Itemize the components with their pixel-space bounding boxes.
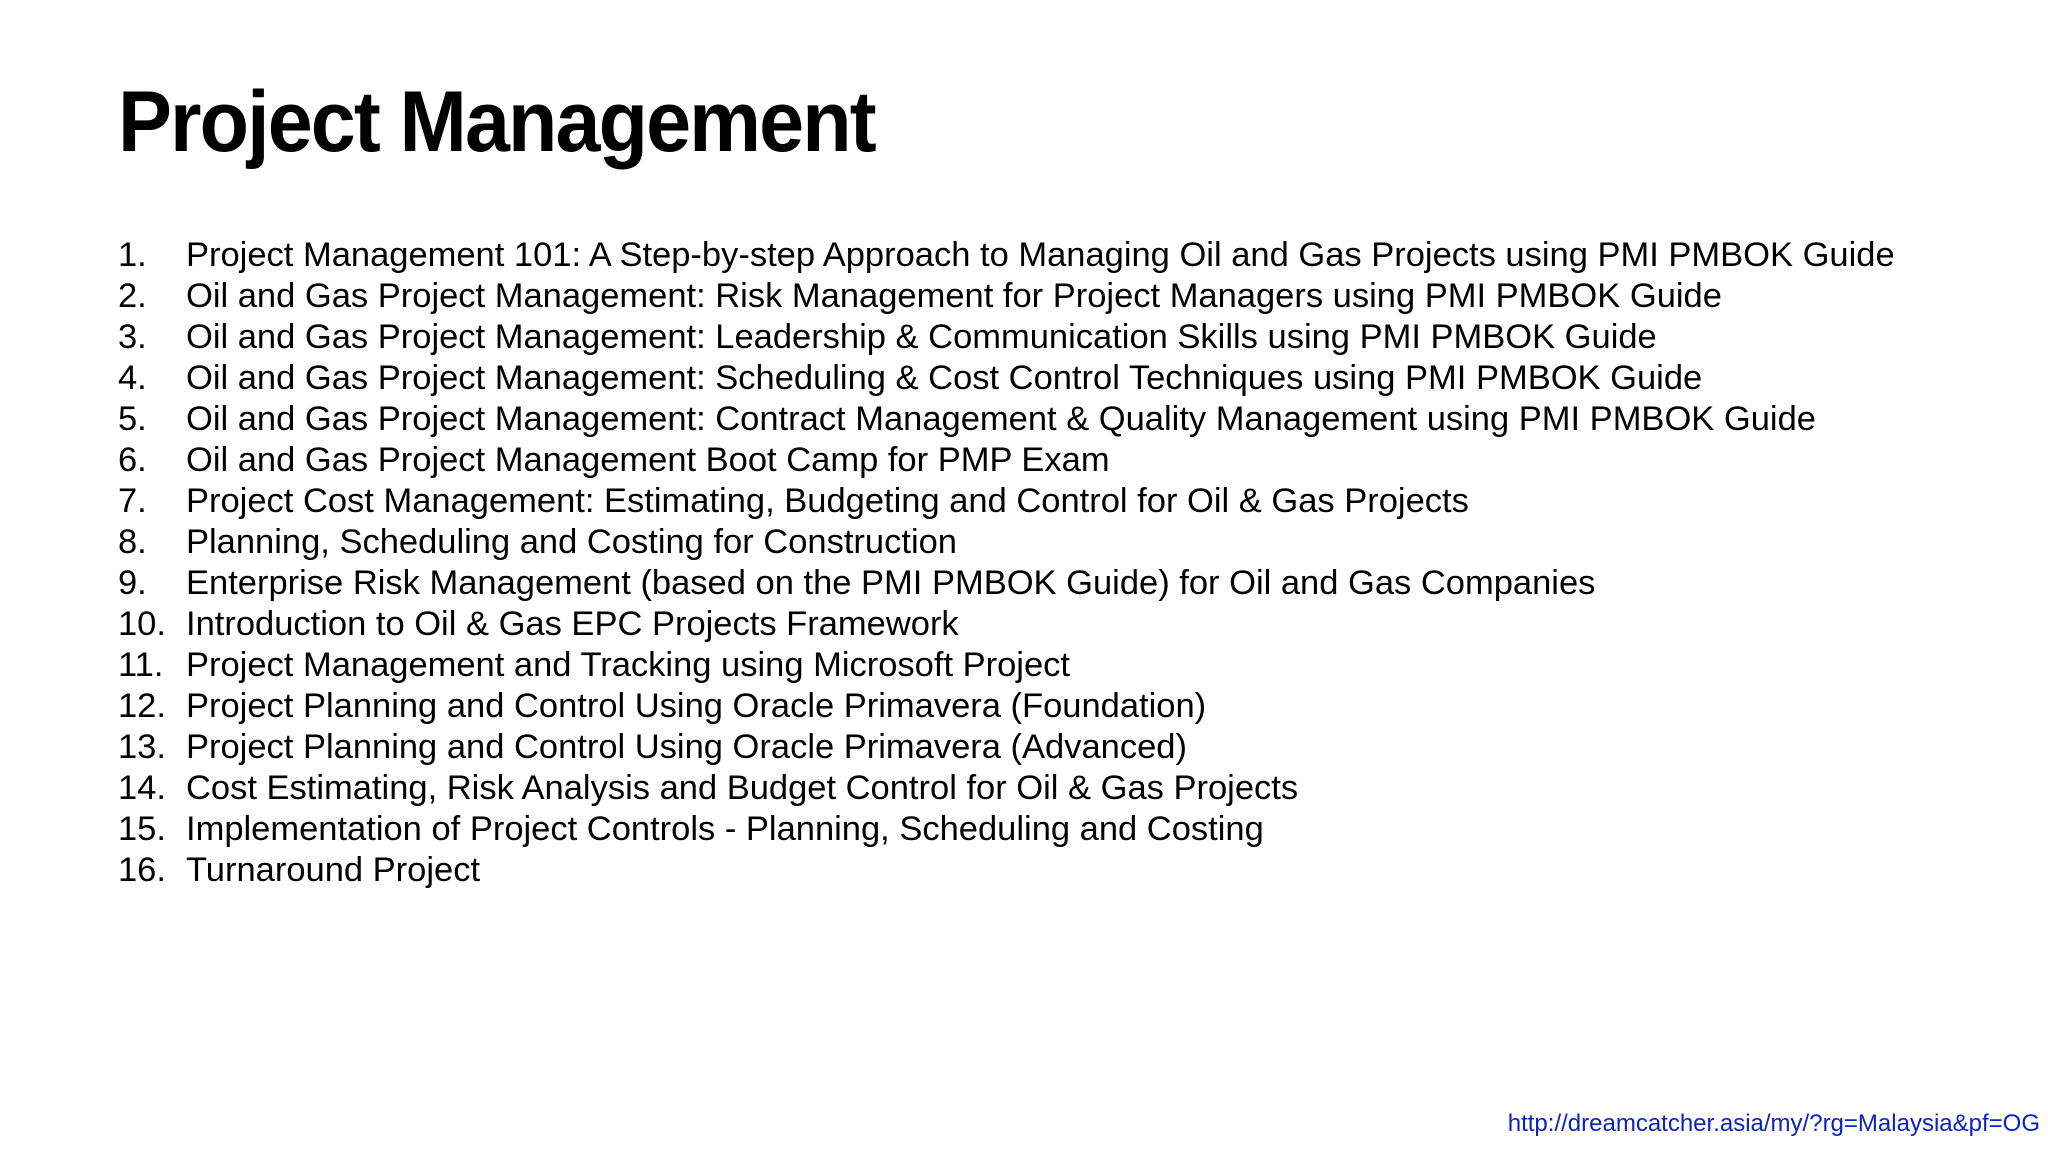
- list-item-text: Oil and Gas Project Management: Risk Management for Project Managers using PMI PMBOK Guide: [186, 277, 1722, 315]
- list-item-text: Cost Estimating, Risk Analysis and Budget Control for Oil & Gas Projects: [186, 769, 1299, 807]
- list-item: [118, 563, 1978, 604]
- list-item-text: Turnaround Project: [186, 851, 481, 889]
- list-item-number: 9.: [118, 564, 147, 602]
- list-item: [118, 440, 1978, 481]
- list-item-number: 7.: [118, 482, 147, 520]
- list-item: [118, 481, 1978, 522]
- list-item: [118, 235, 1978, 276]
- list-item-number: 13.: [118, 728, 166, 766]
- list-item: [118, 809, 1978, 850]
- list-item-text: Oil and Gas Project Management: Contract Management & Quality Management using PMI PMBOK Guide: [186, 400, 1816, 438]
- list-item: [118, 317, 1978, 358]
- list-item: [118, 399, 1978, 440]
- list-item-number: 16.: [118, 851, 166, 889]
- list-item-text: Project Planning and Control Using Oracle Primavera (Advanced): [186, 728, 1187, 766]
- list-item: [118, 768, 1978, 809]
- list-item-number: 11.: [118, 646, 164, 684]
- list-item-number: 3.: [118, 318, 147, 356]
- list-item-text: Implementation of Project Controls - Planning, Scheduling and Costing: [186, 810, 1264, 848]
- list-item-text: Oil and Gas Project Management: Leadership & Communication Skills using PMI PMBOK Guide: [186, 318, 1657, 356]
- list-item-number: 4.: [118, 359, 147, 397]
- list-item: [118, 645, 1978, 686]
- list-item-text: Project Planning and Control Using Oracle Primavera (Foundation): [186, 687, 1207, 725]
- list-item-text: Project Cost Management: Estimating, Budgeting and Control for Oil & Gas Projects: [186, 482, 1469, 520]
- list-item-number: 1.: [118, 236, 147, 274]
- list-item-text: Enterprise Risk Management (based on the PMI PMBOK Guide) for Oil and Gas Companies: [186, 564, 1596, 602]
- list-item-number: 8.: [118, 523, 147, 561]
- list-item: [118, 358, 1978, 399]
- list-item-number: 2.: [118, 277, 147, 315]
- list-item-number: 12.: [118, 687, 166, 725]
- list-item-text: Introduction to Oil & Gas EPC Projects Framework: [186, 605, 959, 643]
- list-item: [118, 727, 1978, 768]
- list-item-number: 10.: [118, 605, 166, 643]
- footer-link[interactable]: http://dreamcatcher.asia/my/?rg=Malaysia&pf=OG: [1507, 1110, 2040, 1137]
- list-item-text: Project Management 101: A Step-by-step Approach to Managing Oil and Gas Projects using PMI PMBOK Guide: [186, 236, 1895, 274]
- page-title: Project Management: [118, 74, 875, 170]
- list-item: [118, 276, 1978, 317]
- list-item-text: Planning, Scheduling and Costing for Construction: [186, 523, 957, 561]
- list-item: [118, 686, 1978, 727]
- list-item-number: 14.: [118, 769, 166, 807]
- list-item-text: Oil and Gas Project Management Boot Camp for PMP Exam: [186, 441, 1110, 479]
- list-item-text: Project Management and Tracking using Microsoft Project: [186, 646, 1070, 684]
- list-item: [118, 850, 1978, 891]
- list-item: [118, 522, 1978, 563]
- list-item-number: 5.: [118, 400, 147, 438]
- list-item-text: Oil and Gas Project Management: Scheduling & Cost Control Techniques using PMI PMBOK Guide: [186, 359, 1703, 397]
- list-item: [118, 604, 1978, 645]
- course-list: [118, 235, 1978, 891]
- list-item-number: 15.: [118, 810, 166, 848]
- list-item-number: 6.: [118, 441, 147, 479]
